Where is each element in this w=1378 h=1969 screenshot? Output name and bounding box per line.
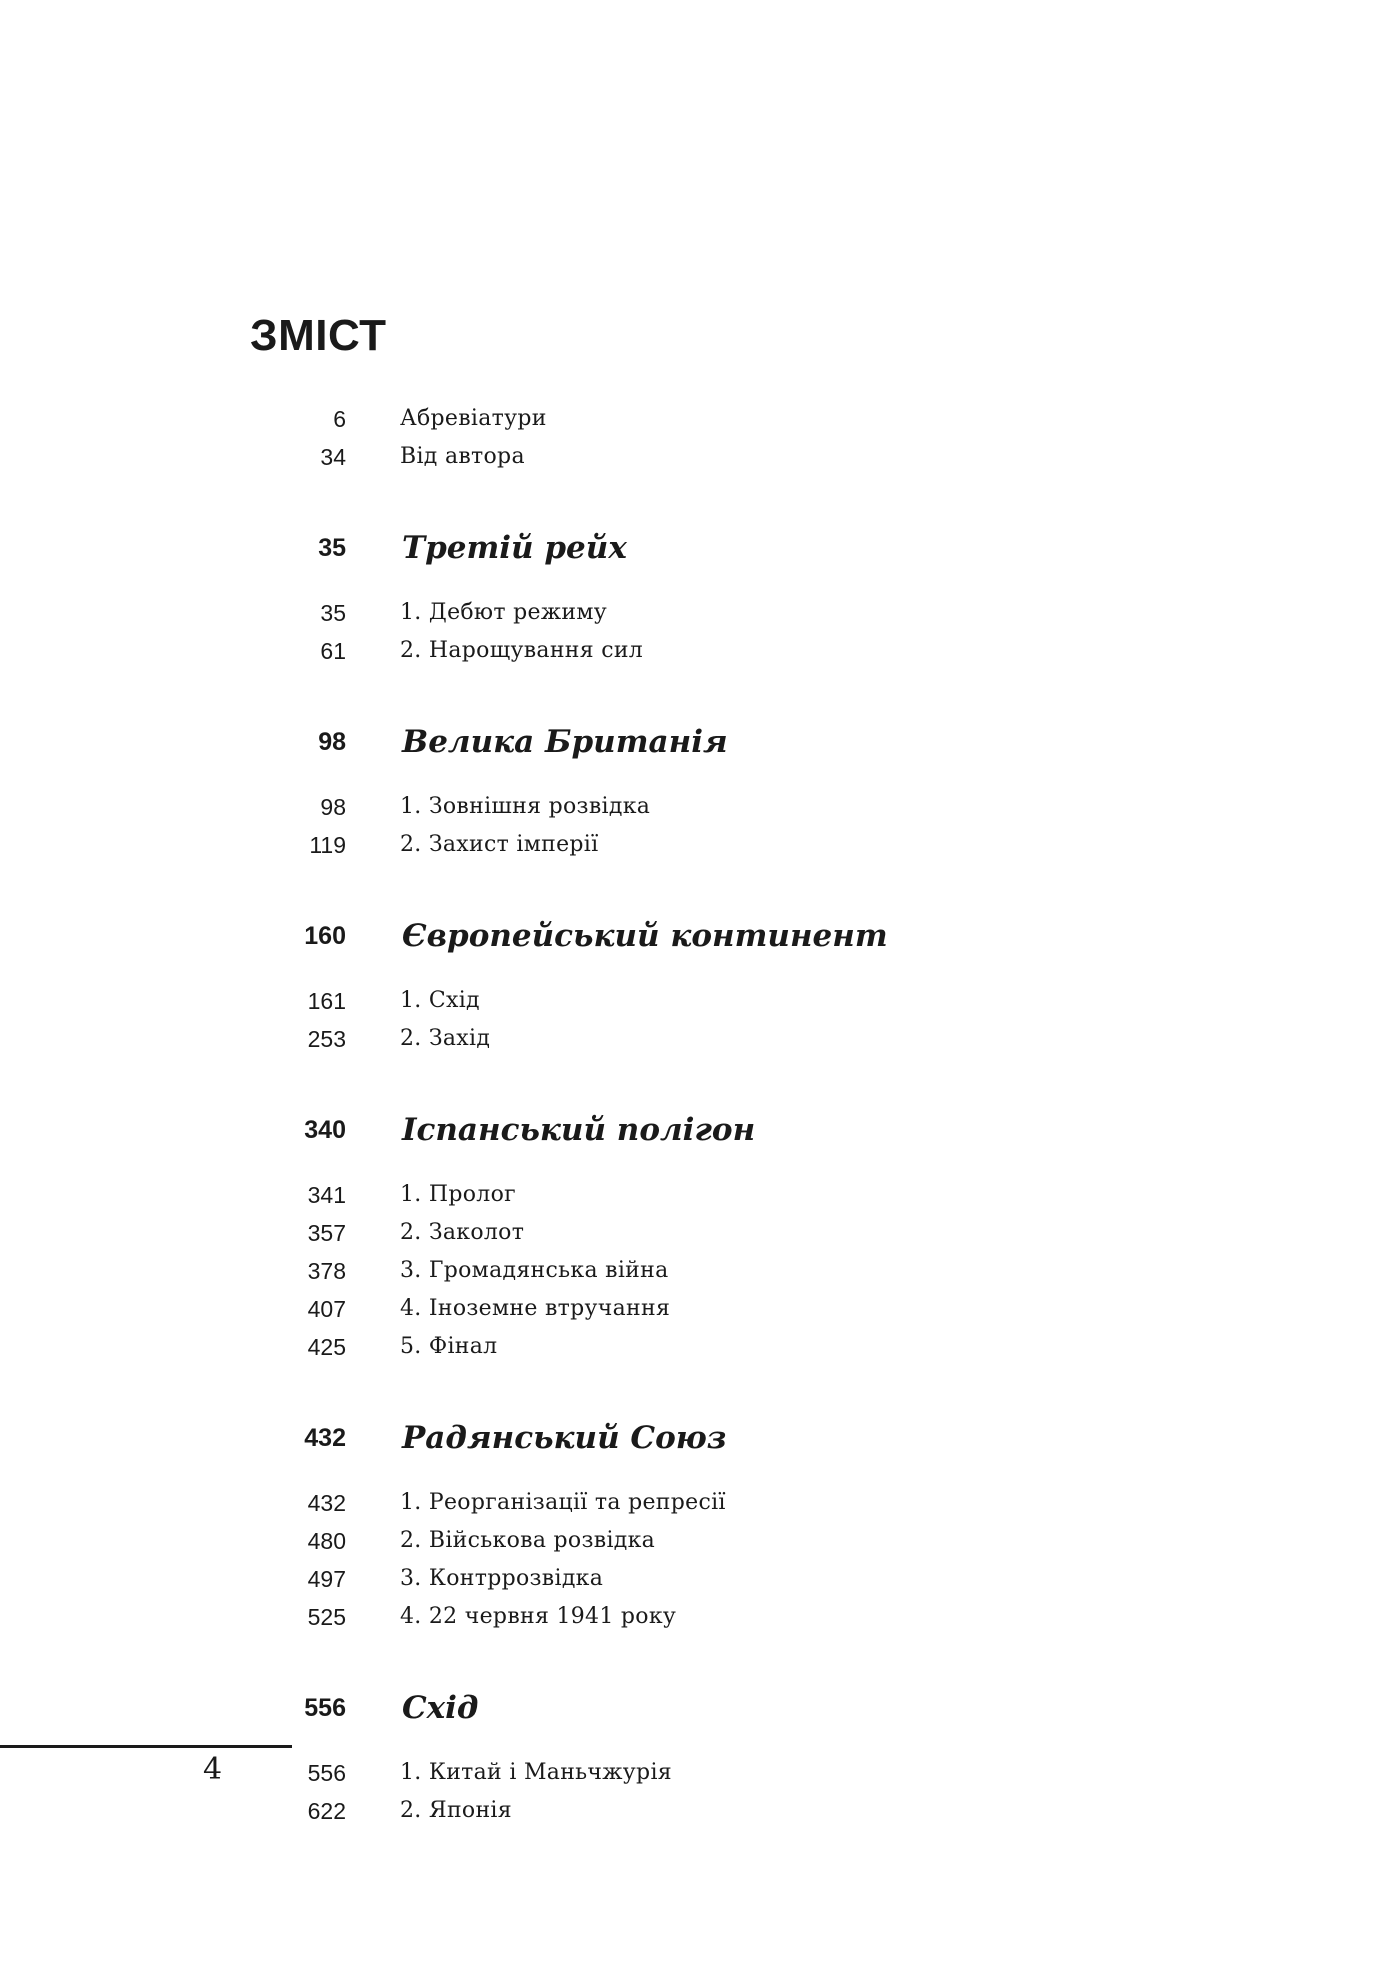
toc-entry-page: 622 <box>307 1798 346 1824</box>
table-of-contents <box>0 400 1378 1830</box>
toc-entry-title: 2. Заколот <box>400 1220 525 1245</box>
footer-divider <box>0 1745 292 1748</box>
toc-entry-title: Від автора <box>400 444 525 469</box>
toc-entry-page: 6 <box>333 406 346 432</box>
section-page: 556 <box>304 1694 346 1722</box>
section-title: Третій рейх <box>402 530 627 566</box>
toc-entry[interactable] <box>0 1522 1378 1560</box>
section-page: 432 <box>304 1424 346 1452</box>
toc-section-spanish-polygon[interactable] <box>0 1102 1378 1158</box>
toc-section-third-reich[interactable] <box>0 520 1378 576</box>
toc-entry-title: Абревіатури <box>400 406 547 431</box>
toc-entry-from-author[interactable] <box>0 438 1378 476</box>
toc-entry-page: 407 <box>307 1296 346 1322</box>
toc-section-european-continent[interactable] <box>0 908 1378 964</box>
toc-entry-page: 480 <box>307 1528 346 1554</box>
toc-entry-page: 61 <box>320 638 346 664</box>
toc-entry[interactable] <box>0 1290 1378 1328</box>
section-title: Радянський Союз <box>402 1420 727 1456</box>
toc-entry-page: 432 <box>307 1490 346 1516</box>
toc-entry-title: 1. Дебют режиму <box>400 600 608 625</box>
toc-entry[interactable] <box>0 1792 1378 1830</box>
section-page: 340 <box>304 1116 346 1144</box>
toc-entry[interactable] <box>0 1214 1378 1252</box>
page-title: ЗМІСТ <box>250 311 387 360</box>
section-title: Схід <box>402 1690 479 1726</box>
toc-entry[interactable] <box>0 826 1378 864</box>
toc-section-soviet-union[interactable] <box>0 1410 1378 1466</box>
toc-entry[interactable] <box>0 632 1378 670</box>
toc-entry-title: 4. 22 червня 1941 року <box>400 1604 677 1629</box>
toc-entry-title: 1. Зовнішня розвідка <box>400 794 651 819</box>
toc-entry-page: 357 <box>307 1220 346 1246</box>
toc-entry-abbreviations[interactable] <box>0 400 1378 438</box>
toc-entry-page: 556 <box>307 1760 346 1786</box>
toc-entry-title: 2. Захід <box>400 1026 491 1051</box>
toc-entry-title: 2. Нарощування сил <box>400 638 644 663</box>
toc-entry[interactable] <box>0 1252 1378 1290</box>
toc-entry-title: 2. Японія <box>400 1798 512 1823</box>
section-title: Європейський континент <box>402 918 888 954</box>
toc-entry[interactable] <box>0 1484 1378 1522</box>
toc-entry[interactable] <box>0 1598 1378 1636</box>
toc-entry-title: 1. Схід <box>400 988 480 1013</box>
toc-entry[interactable] <box>0 788 1378 826</box>
toc-entry-page: 378 <box>307 1258 346 1284</box>
section-page: 98 <box>318 728 346 756</box>
toc-entry-page: 341 <box>307 1182 346 1208</box>
page-number: 4 <box>203 1752 223 1787</box>
toc-entry-title: 3. Контррозвідка <box>400 1566 604 1591</box>
toc-entry-title: 2. Військова розвідка <box>400 1528 656 1553</box>
toc-entry[interactable] <box>0 1020 1378 1058</box>
toc-entry[interactable] <box>0 982 1378 1020</box>
toc-entry-title: 1. Пролог <box>400 1182 516 1207</box>
toc-entry-page: 497 <box>307 1566 346 1592</box>
toc-entry-page: 34 <box>320 444 346 470</box>
section-title: Іспанський полігон <box>402 1112 756 1148</box>
toc-entry[interactable] <box>0 1176 1378 1214</box>
toc-entry[interactable] <box>0 1560 1378 1598</box>
section-title: Велика Британія <box>402 724 728 760</box>
toc-entry-page: 161 <box>307 988 346 1014</box>
toc-entry-title: 1. Китай і Маньчжурія <box>400 1760 672 1785</box>
toc-entry-page: 425 <box>307 1334 346 1360</box>
toc-section-great-britain[interactable] <box>0 714 1378 770</box>
toc-entry-title: 2. Захист імперії <box>400 832 599 857</box>
toc-entry[interactable] <box>0 1328 1378 1366</box>
section-page: 160 <box>304 922 346 950</box>
toc-entry-page: 119 <box>309 832 346 858</box>
toc-entry-title: 3. Громадянська війна <box>400 1258 669 1283</box>
toc-entry-page: 253 <box>307 1026 346 1052</box>
toc-entry-page: 98 <box>320 794 346 820</box>
toc-entry[interactable] <box>0 594 1378 632</box>
toc-entry-title: 5. Фінал <box>400 1334 498 1359</box>
section-page: 35 <box>318 534 346 562</box>
toc-entry-title: 1. Реорганізації та репресії <box>400 1490 726 1515</box>
toc-entry-page: 525 <box>307 1604 346 1630</box>
toc-entry-page: 35 <box>320 600 346 626</box>
toc-entry-title: 4. Іноземне втручання <box>400 1296 671 1321</box>
toc-section-east[interactable] <box>0 1680 1378 1736</box>
